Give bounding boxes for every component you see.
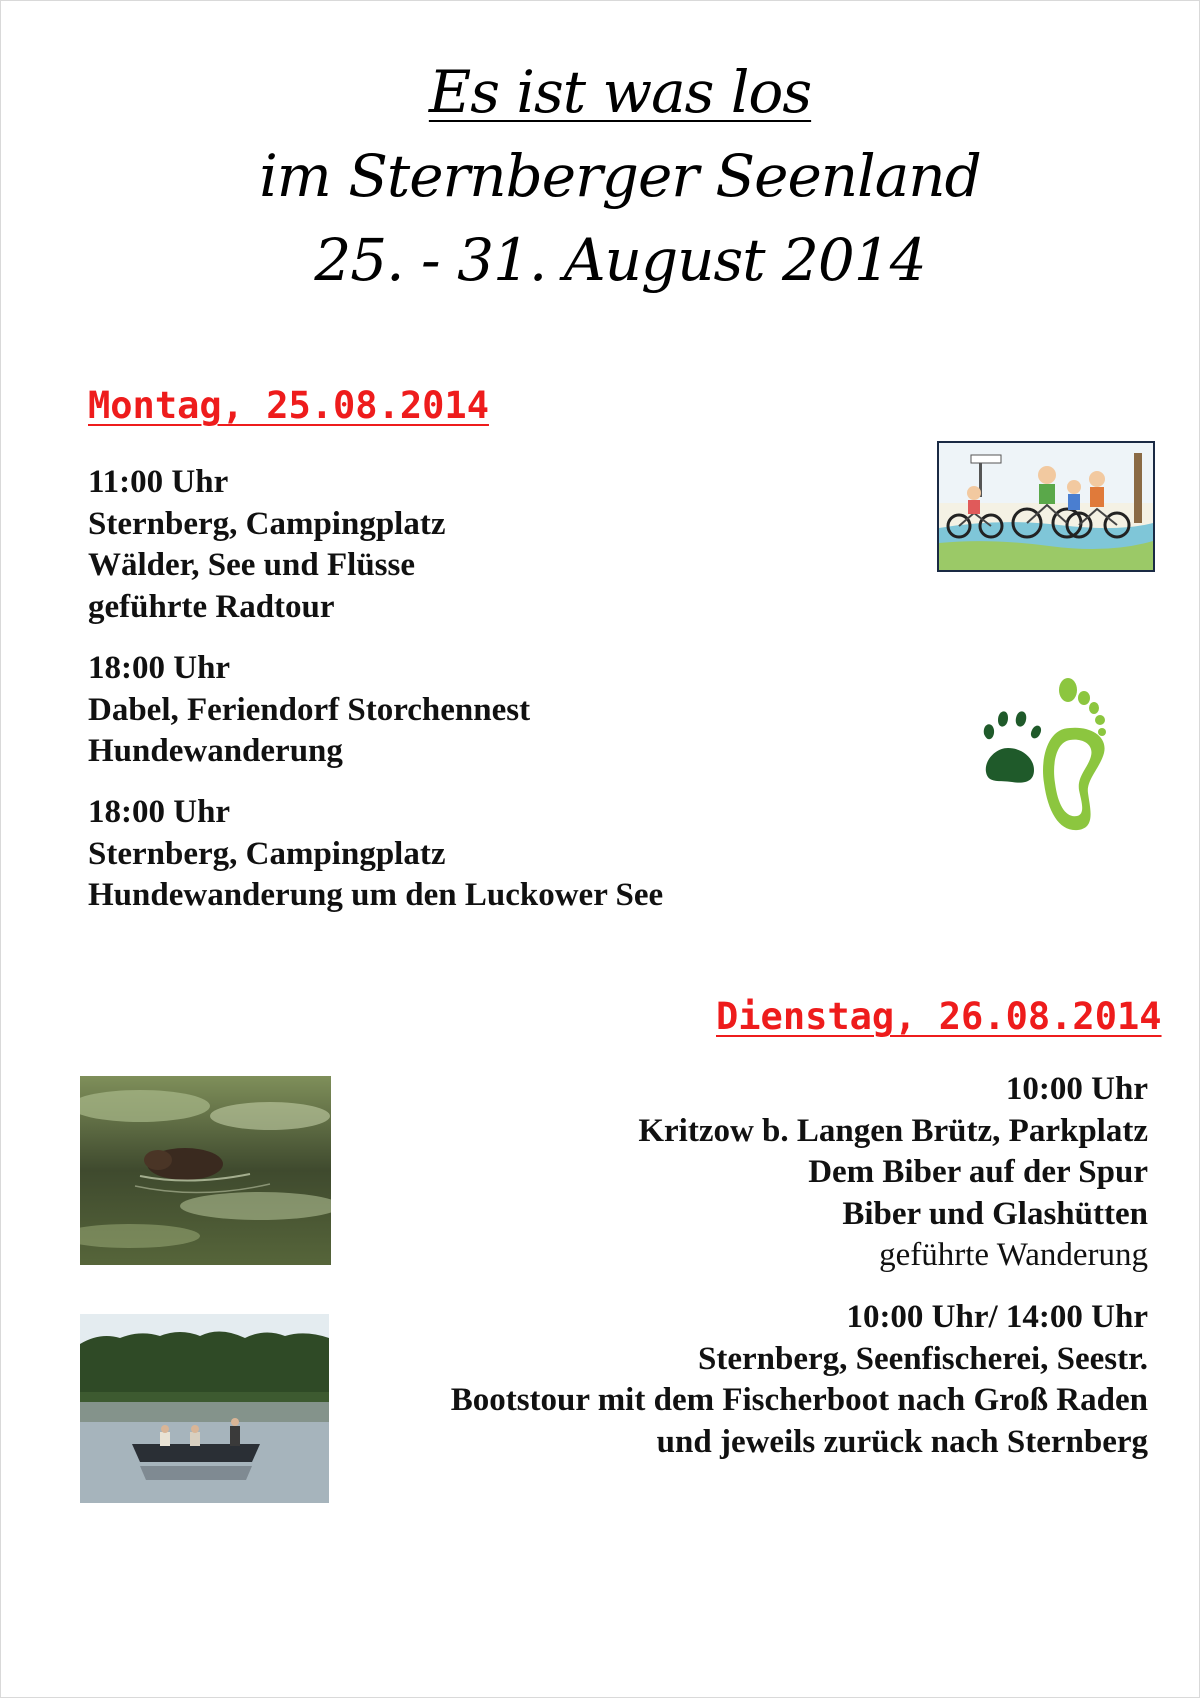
event-title: Hundewanderung um den Luckower See bbox=[88, 877, 664, 913]
beaver-image bbox=[80, 1076, 331, 1265]
event-subtitle: Biber und Glashütten bbox=[842, 1195, 1148, 1232]
beaver-photo bbox=[80, 1076, 331, 1265]
poster-title-line-2: im Sternberger Seenland bbox=[259, 142, 981, 210]
day-heading-tuesday: Dienstag, 26.08.2014 bbox=[716, 995, 1162, 1038]
event-place: Sternberg, Campingplatz bbox=[88, 505, 446, 542]
poster-title-line-3: 25. - 31. August 2014 bbox=[314, 226, 926, 294]
event-time: 11:00 Uhr bbox=[88, 464, 229, 500]
event-title: Wälder, See und Flüsse bbox=[88, 547, 416, 583]
event-place: Sternberg, Seenfischerei, Seestr. bbox=[698, 1340, 1148, 1377]
event-monday-1 bbox=[88, 462, 446, 628]
event-monday-2 bbox=[88, 648, 530, 773]
paw-foot-illustration bbox=[978, 668, 1126, 832]
boat-photo bbox=[80, 1314, 329, 1503]
event-time: 10:00 Uhr bbox=[1005, 1071, 1148, 1107]
event-title: Dem Biber auf der Spur bbox=[808, 1154, 1148, 1190]
bike-tour-icon bbox=[939, 443, 1153, 570]
event-title: Bootstour mit dem Fischerboot nach Groß Raden bbox=[450, 1382, 1148, 1418]
event-note: geführte Wanderung bbox=[879, 1237, 1148, 1273]
event-place: Kritzow b. Langen Brütz, Parkplatz bbox=[638, 1112, 1148, 1149]
event-tuesday-2 bbox=[451, 1297, 1148, 1463]
event-time: 18:00 Uhr bbox=[88, 650, 231, 686]
event-place: Sternberg, Campingplatz bbox=[88, 835, 446, 872]
event-tuesday-1 bbox=[638, 1069, 1148, 1277]
event-title: Hundewanderung bbox=[88, 733, 343, 769]
event-note: und jeweils zurück nach Sternberg bbox=[656, 1423, 1148, 1460]
event-monday-3 bbox=[88, 792, 663, 917]
event-time: 18:00 Uhr bbox=[88, 794, 231, 830]
day-heading-monday: Montag, 25.08.2014 bbox=[88, 384, 489, 427]
paw-print-icon bbox=[978, 668, 1126, 832]
event-place: Dabel, Feriendorf Storchennest bbox=[88, 691, 531, 728]
event-time: 10:00 Uhr/ 14:00 Uhr bbox=[846, 1299, 1148, 1335]
event-note: geführte Radtour bbox=[88, 588, 335, 625]
boat-image bbox=[80, 1314, 329, 1503]
bike-tour-illustration bbox=[937, 441, 1155, 572]
poster-title-line-1: Es ist was los bbox=[428, 58, 812, 126]
